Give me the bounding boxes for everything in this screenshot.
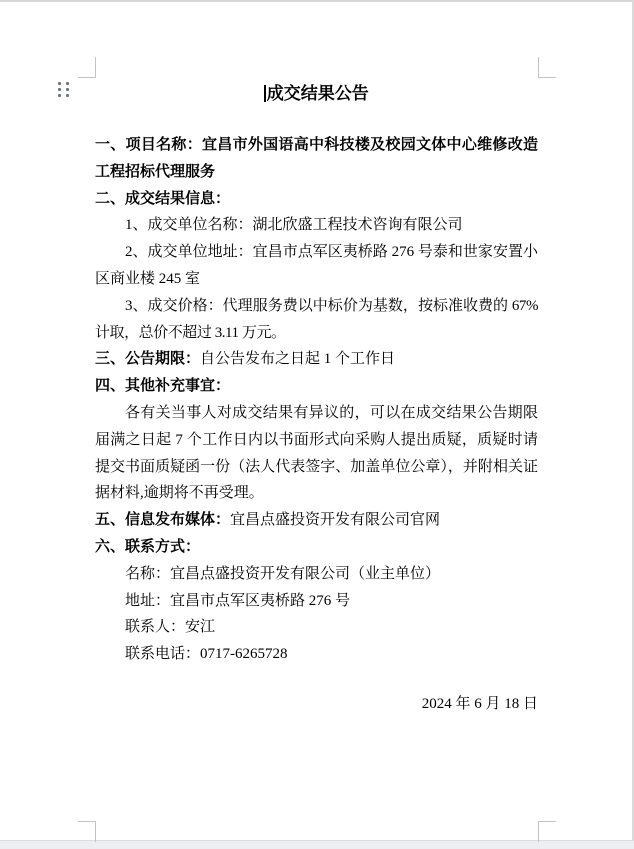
contact-address[interactable] [95, 588, 538, 615]
contact-person[interactable] [95, 614, 538, 641]
document-text-area[interactable] [95, 77, 538, 718]
section-publish-media[interactable] [95, 507, 538, 534]
doc-date[interactable] [95, 691, 538, 718]
crop-mark-bottom-right-icon [538, 821, 556, 842]
doc-date-text[interactable]: 2024 年 6 月 18 日 [421, 695, 538, 712]
dot [66, 94, 69, 97]
section-announcement-period[interactable] [95, 346, 538, 373]
contact-phone[interactable] [95, 641, 538, 668]
doc-title-text[interactable]: 成交结果公告 [266, 84, 369, 103]
section-text[interactable]: 宜昌市外国语高中科技楼及校园文体中心维修改造工程招标代理服务 [95, 136, 538, 180]
item-price[interactable] [95, 293, 538, 347]
dot [58, 94, 61, 97]
paragraph-text[interactable]: 各有关当事人对成交结果有异议的，可以在成交结果公告期限届满之日起 7 个工作日内以书面形式向采购人提出质疑，质疑时请提交书面质疑函一份（法人代表签字、加盖单位公章），并附相关证据材料,逾期将不再受理。 [95, 404, 538, 502]
contact-text[interactable]: 名称：宜昌点盛投资开发有限公司（业主单位） [125, 565, 441, 582]
crop-mark-top-left-icon [78, 57, 96, 78]
contact-text[interactable]: 联系电话：0717-6265728 [125, 646, 288, 663]
item-winner-name[interactable] [95, 212, 538, 239]
doc-title[interactable] [95, 77, 538, 111]
section-label[interactable]: 一、项目名称： [95, 136, 202, 153]
text-cursor [264, 85, 266, 102]
item-winner-address[interactable] [95, 239, 538, 293]
section-text[interactable]: 自公告发布之日起 1 个工作日 [200, 351, 396, 368]
dot [66, 88, 69, 91]
section-label[interactable]: 六、联系方式： [95, 537, 201, 555]
contact-name[interactable] [95, 561, 538, 588]
section-contact-heading[interactable] [95, 534, 538, 561]
dot [66, 82, 69, 85]
dot [58, 88, 61, 91]
crop-mark-bottom-left-icon [78, 821, 96, 842]
crop-mark-top-right-icon [538, 57, 556, 78]
section-project-name[interactable] [95, 132, 538, 186]
contact-text[interactable]: 联系人：安江 [125, 619, 216, 636]
item-text[interactable]: 1、成交单位名称：湖北欣盛工程技术咨询有限公司 [125, 217, 463, 234]
contact-text[interactable]: 地址：宜昌市点军区夷桥路 276 号 [125, 592, 351, 609]
paragraph-objection-process[interactable] [95, 400, 538, 507]
dot [58, 82, 61, 85]
section-label[interactable]: 二、成交结果信息： [95, 189, 231, 207]
section-label[interactable]: 三、公告期限： [95, 350, 201, 368]
section-label[interactable]: 五、信息发布媒体： [95, 511, 231, 529]
section-supplementary-heading[interactable] [95, 373, 538, 400]
item-text[interactable]: 3、成交价格：代理服务费以中标价为基数，按标准收费的 67%计取，总价不超过 3.11 万元。 [95, 297, 538, 341]
section-label[interactable]: 四、其他补充事宜： [95, 377, 231, 395]
section-text[interactable]: 宜昌点盛投资开发有限公司官网 [230, 512, 441, 529]
section-result-info-heading[interactable] [95, 186, 538, 213]
six-dot-drag-handle-icon[interactable] [58, 82, 69, 97]
page-top-edge [0, 0, 634, 2]
doc-body [95, 132, 538, 718]
item-text[interactable]: 2、成交单位地址：宜昌市点军区夷桥路 276 号泰和世家安置小区商业楼 245 室 [95, 244, 538, 287]
